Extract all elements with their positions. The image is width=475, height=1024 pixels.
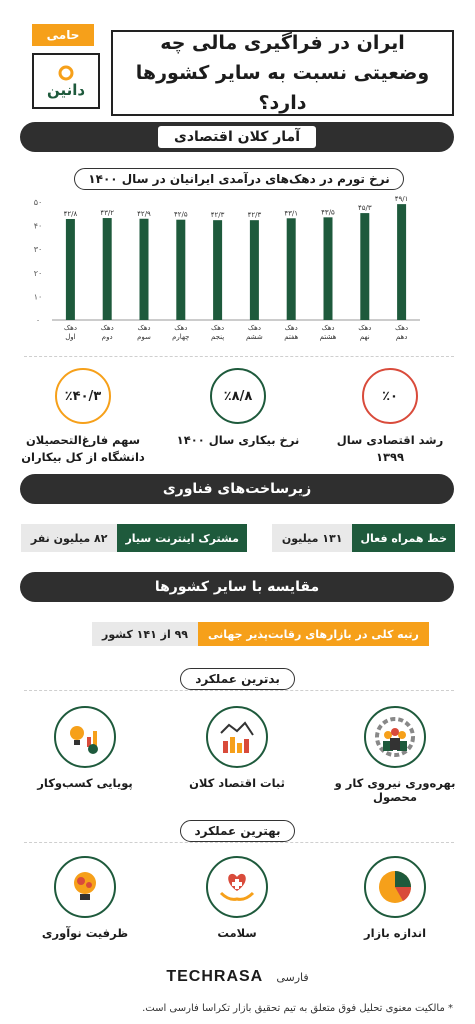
category-label: اول: [65, 333, 76, 341]
bar: [250, 220, 259, 320]
rank-key: رتبه کلی در بازارهای رقابت‌پذیر جهانی: [198, 622, 429, 646]
stat-unemployment-circle: [210, 368, 266, 424]
section-tech: [20, 474, 454, 504]
category-label: هفتم: [284, 333, 299, 341]
worst-item-dynamism-label: پویایی کسب‌وکار: [37, 776, 133, 790]
infra-mobile-value: ۱۳۱ میلیون: [272, 524, 353, 552]
bar-value-label: ۴۳/۵: [321, 208, 335, 217]
stat-graduates: [9, 368, 157, 466]
bar: [103, 218, 112, 320]
logo-text: دانین: [46, 81, 86, 99]
brand-name: TECHRASA: [166, 968, 264, 985]
category-label: دهک: [358, 324, 372, 332]
bar: [324, 217, 333, 320]
bar-value-label: ۴۲/۵: [173, 210, 188, 219]
bar: [213, 220, 222, 320]
bar-value-label: ۴۲/۹: [137, 209, 151, 218]
category-label: دهک: [63, 324, 77, 332]
category-label: سوم: [137, 333, 151, 341]
divider: [24, 690, 454, 691]
bar-value-label: ۴۵/۳: [357, 204, 372, 213]
business-bulb-icon: [54, 706, 116, 768]
category-label: دهک: [211, 324, 225, 332]
section-compare: [20, 572, 454, 602]
divider: [24, 356, 454, 357]
bar-value-label: ۴۲/۳: [210, 211, 225, 220]
danin-logo-icon: [36, 61, 96, 101]
infra-internet-key: مشترک اینترنت سیار: [117, 524, 247, 552]
best-item-health-label: سلامت: [217, 926, 257, 940]
health-hands-icon: [206, 856, 268, 918]
y-tick-label: ۵۰: [33, 198, 43, 207]
y-tick-label: ۰: [35, 316, 41, 325]
category-label: دهک: [395, 324, 409, 332]
bar: [66, 219, 75, 320]
bar: [360, 213, 369, 320]
bar-value-label: ۴۲/۳: [247, 211, 262, 220]
stat-unemployment-value: ٪۸/۸: [223, 388, 253, 404]
category-label: دهک: [284, 324, 298, 332]
section-macro-title: آمار کلان اقتصادی: [158, 126, 316, 148]
workers-gear-icon: [364, 706, 426, 768]
stat-growth-value: ٪۰: [382, 388, 398, 404]
category-label: دهک: [174, 324, 188, 332]
best-title: بهترین عملکرد: [194, 824, 281, 838]
y-tick-label: ۱۰: [33, 292, 43, 302]
stat-growth-circle: [362, 368, 418, 424]
category-label: دهک: [137, 324, 151, 332]
y-tick-label: ۲۰: [33, 268, 43, 278]
best-item-health: [167, 856, 307, 940]
header: [22, 20, 454, 114]
worst-item-productivity: [325, 706, 465, 804]
best-item-market-size: [325, 856, 465, 940]
bar-value-label: ۴۳/۲: [100, 209, 115, 218]
stat-unemployment: [173, 368, 303, 449]
best-title-pill: [180, 820, 295, 842]
category-label: ششم: [246, 333, 263, 341]
y-tick-label: ۴۰: [33, 221, 43, 231]
y-tick-label: ۳۰: [33, 245, 43, 255]
bar: [176, 220, 185, 320]
infra-internet-value: ۸۲ میلیون نفر: [21, 524, 118, 552]
sponsor-logo: [32, 53, 100, 109]
innovation-bulb-icon: [54, 856, 116, 918]
rank-value: ۹۹ از ۱۴۱ کشور: [92, 622, 198, 646]
stat-growth: [325, 368, 455, 466]
worst-item-stability: [167, 706, 307, 790]
infra-mobile: [272, 524, 455, 552]
infra-internet: [21, 524, 247, 552]
section-compare-title: مقایسه با سایر کشورها: [154, 579, 320, 595]
bar-value-label: ۴۲/۸: [63, 209, 78, 218]
footer-note: * مالکیت معنوی تحلیل فوق متعلق به تیم تحقیق بازار تکراسا فارسی است.: [142, 1003, 453, 1014]
section-tech-title: زیرساخت‌های فناوری: [162, 481, 312, 497]
category-label: دهم: [395, 333, 408, 341]
category-label: دهک: [100, 324, 114, 332]
stat-graduates-label: سهم فارغ‌التحصیلان دانشگاه از کل بیکاران: [21, 433, 145, 464]
stat-graduates-circle: [55, 368, 111, 424]
brand: [0, 966, 475, 986]
worst-item-dynamism: [15, 706, 155, 790]
category-label: نهم: [359, 333, 370, 341]
worst-title: بدترین عملکرد: [195, 672, 280, 686]
best-item-innovation-label: ظرفیت نوآوری: [41, 926, 129, 940]
stat-unemployment-label: نرخ بیکاری سال ۱۴۰۰: [176, 433, 300, 447]
bar: [397, 204, 406, 320]
category-label: دهک: [321, 324, 335, 332]
divider: [24, 842, 454, 843]
sponsor-badge: حامی: [32, 24, 94, 46]
section-macro: [20, 122, 454, 152]
best-item-innovation: [15, 856, 155, 940]
worst-item-productivity-label: بهره‌وری نیروی کار و محصول: [334, 776, 456, 804]
inflation-bar-chart: [24, 192, 424, 352]
best-item-market-size-label: اندازه بازار: [363, 926, 427, 940]
bar-value-label: ۴۹/۱: [394, 195, 409, 204]
page-title: ایران در فراگیری مالی چه وضعیتی نسبت به سایر کشورها دارد؟: [135, 32, 430, 114]
worst-title-pill: [180, 668, 295, 690]
brand-suffix: فارسی: [276, 971, 309, 984]
declining-chart-icon: [206, 706, 268, 768]
chart-title-pill: [74, 168, 404, 190]
title-box: [111, 30, 454, 116]
stat-growth-label: رشد اقتصادی سال ۱۳۹۹: [336, 433, 444, 464]
category-label: هشتم: [319, 333, 337, 341]
category-label: چهارم: [172, 333, 190, 341]
category-label: دهک: [247, 324, 261, 332]
bar-value-label: ۴۳/۱: [284, 209, 299, 218]
worst-item-stability-label: ثبات اقتصاد کلان: [189, 776, 285, 790]
category-label: دوم: [101, 333, 113, 341]
pie-chart-icon: [364, 856, 426, 918]
bar: [287, 218, 296, 320]
bar: [140, 219, 149, 320]
competitiveness-rank: [92, 622, 429, 646]
category-label: پنجم: [210, 333, 225, 341]
chart-title: نرخ تورم در دهک‌های درآمدی ایرانیان در سال ۱۴۰۰: [88, 172, 390, 186]
stat-graduates-value: ٪۴۰/۳: [64, 388, 102, 404]
infra-mobile-key: خط همراه فعال: [352, 524, 455, 552]
